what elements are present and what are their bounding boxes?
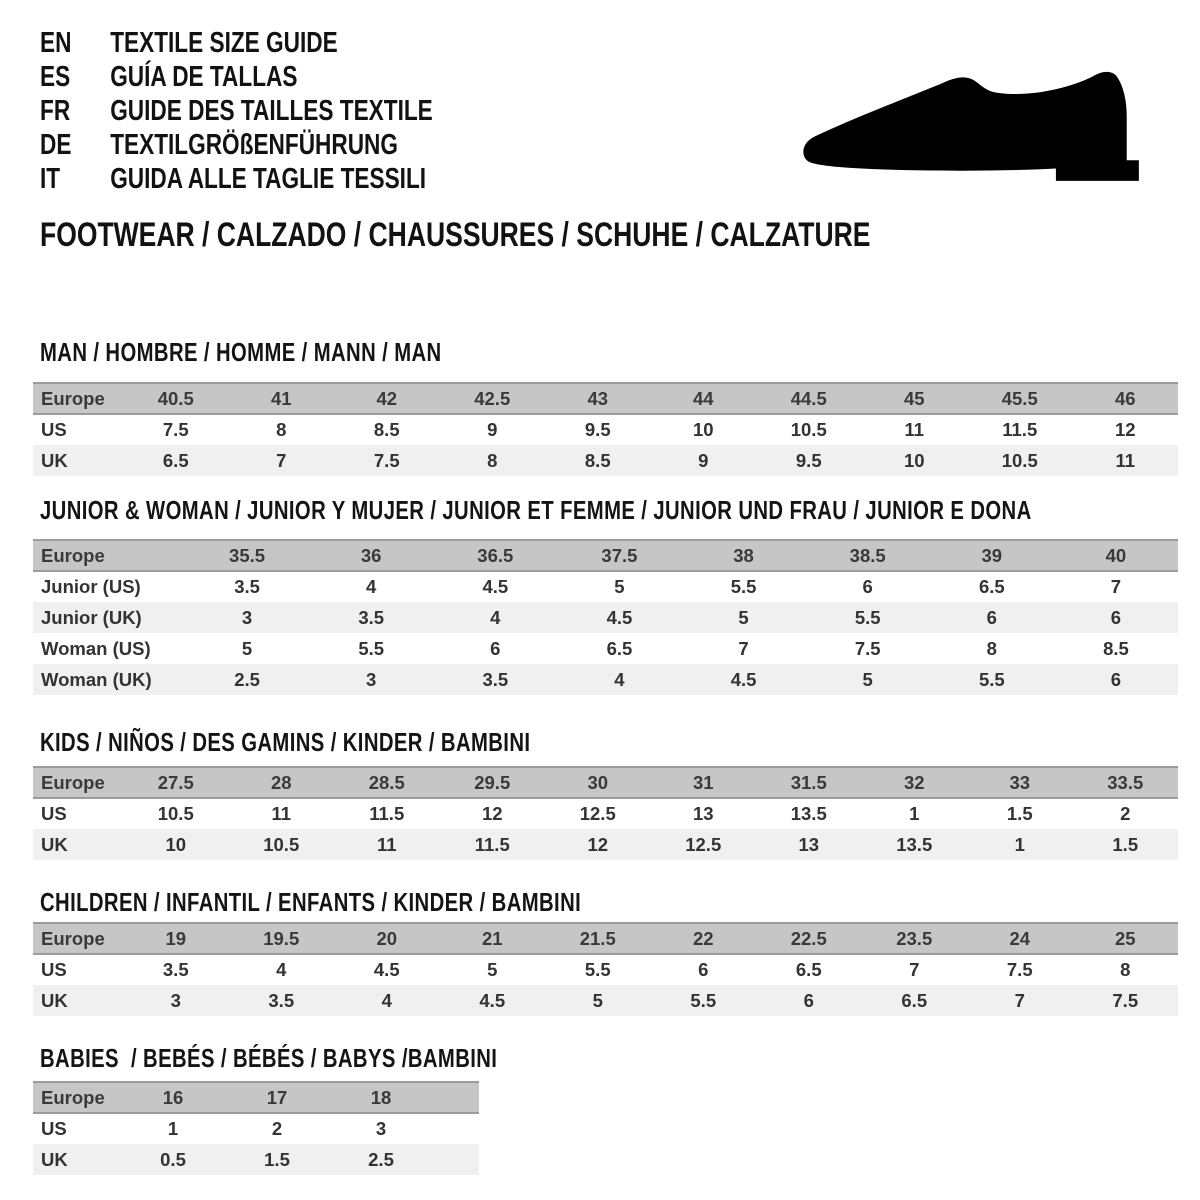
size-cell: 7.5 [1073, 985, 1179, 1016]
size-cell: 6.5 [756, 954, 862, 985]
size-cell: 42 [334, 383, 440, 414]
size-cell: 7 [682, 633, 806, 664]
size-cell: 35.5 [185, 540, 309, 571]
size-cell: 12 [545, 829, 651, 860]
language-label: TEXTILE SIZE GUIDE [110, 26, 338, 59]
size-cell: 13.5 [756, 798, 862, 829]
category-line: FOOTWEAR / CALZADO / CHAUSSURES / SCHUHE / CALZATURE [40, 216, 871, 254]
row-label: Woman (UK) [33, 664, 185, 695]
size-table-babies [33, 1081, 479, 1175]
size-cell: 23.5 [862, 923, 968, 954]
size-cell: 31 [651, 767, 757, 798]
size-table-junior-woman [33, 539, 1178, 695]
size-cell: 10.5 [967, 445, 1073, 476]
size-cell: 40.5 [123, 383, 229, 414]
size-cell: 1.5 [1073, 829, 1179, 860]
size-cell: 13.5 [862, 829, 968, 860]
size-cell: 27.5 [123, 767, 229, 798]
size-header-row [33, 540, 1178, 571]
language-row-fr [40, 94, 433, 128]
row-label: Europe [33, 1082, 121, 1113]
size-cell: 28.5 [334, 767, 440, 798]
size-cell: 3.5 [433, 664, 557, 695]
size-cell: 16 [121, 1082, 225, 1113]
size-row [33, 1113, 479, 1144]
size-cell: 11.5 [440, 829, 546, 860]
row-label: Europe [33, 383, 123, 414]
size-cell: 44 [651, 383, 757, 414]
size-cell: 8.5 [334, 414, 440, 445]
size-cell: 24 [967, 923, 1073, 954]
size-cell: 6.5 [557, 633, 681, 664]
size-cell: 46 [1073, 383, 1179, 414]
size-row [33, 445, 1178, 476]
size-header-row [33, 767, 1178, 798]
size-cell: 6.5 [123, 445, 229, 476]
language-label: GUÍA DE TALLAS [110, 60, 298, 93]
size-cell: 8.5 [1054, 633, 1178, 664]
row-label: Junior (UK) [33, 602, 185, 633]
size-cell: 4 [309, 571, 433, 602]
size-cell: 5 [806, 664, 930, 695]
size-cell: 7.5 [123, 414, 229, 445]
section-title-junior-woman: JUNIOR & WOMAN / JUNIOR Y MUJER / JUNIOR ET FEMME / JUNIOR UND FRAU / JUNIOR E DONA [40, 495, 1032, 525]
size-cell: 22 [651, 923, 757, 954]
row-label: UK [33, 1144, 121, 1175]
size-cell: 4.5 [440, 985, 546, 1016]
row-label: Junior (US) [33, 571, 185, 602]
language-code: FR [40, 94, 71, 127]
size-cell: 1 [862, 798, 968, 829]
size-cell: 7 [967, 985, 1073, 1016]
size-cell: 12.5 [545, 798, 651, 829]
size-cell: 42.5 [440, 383, 546, 414]
size-cell: 3 [309, 664, 433, 695]
size-cell: 11 [862, 414, 968, 445]
size-cell: 4.5 [682, 664, 806, 695]
size-cell: 6 [930, 602, 1054, 633]
size-table-kids [33, 766, 1178, 860]
size-cell: 4.5 [334, 954, 440, 985]
section-title-children: CHILDREN / INFANTIL / ENFANTS / KINDER / BAMBINI [40, 887, 582, 917]
dress-shoe-icon [798, 70, 1152, 188]
language-code: EN [40, 26, 72, 59]
size-cell: 11.5 [334, 798, 440, 829]
size-cell: 8 [930, 633, 1054, 664]
size-cell: 1 [121, 1113, 225, 1144]
size-row [33, 414, 1178, 445]
size-cell: 2.5 [185, 664, 309, 695]
size-cell: 4 [229, 954, 335, 985]
size-cell: 4.5 [557, 602, 681, 633]
row-label: Woman (US) [33, 633, 185, 664]
row-label: US [33, 414, 123, 445]
size-cell: 12 [440, 798, 546, 829]
size-cell: 39 [930, 540, 1054, 571]
size-cell: 4 [334, 985, 440, 1016]
size-cell: 5 [185, 633, 309, 664]
size-row [33, 602, 1178, 633]
section-title-kids: KIDS / NIÑOS / DES GAMINS / KINDER / BAMBINI [40, 727, 531, 757]
size-cell: 1.5 [967, 798, 1073, 829]
size-cell: 38 [682, 540, 806, 571]
size-cell: 7.5 [806, 633, 930, 664]
size-row [33, 633, 1178, 664]
filler-cell [433, 1144, 479, 1175]
section-title-babies: BABIES / BEBÉS / BÉBÉS / BABYS /BAMBINI [40, 1043, 498, 1073]
size-cell: 2 [225, 1113, 329, 1144]
language-code: DE [40, 128, 72, 161]
language-row-es [40, 60, 433, 94]
size-row [33, 829, 1178, 860]
size-row [33, 664, 1178, 695]
size-cell: 5.5 [930, 664, 1054, 695]
size-cell: 7 [229, 445, 335, 476]
size-cell: 12 [1073, 414, 1179, 445]
size-cell: 10 [862, 445, 968, 476]
size-cell: 45 [862, 383, 968, 414]
size-row [33, 954, 1178, 985]
size-header-row [33, 383, 1178, 414]
row-label: US [33, 954, 123, 985]
row-label: US [33, 1113, 121, 1144]
size-cell: 8.5 [545, 445, 651, 476]
size-cell: 17 [225, 1082, 329, 1113]
size-cell: 3 [329, 1113, 433, 1144]
size-cell: 4 [557, 664, 681, 695]
size-cell: 21 [440, 923, 546, 954]
size-cell: 11.5 [967, 414, 1073, 445]
size-row [33, 985, 1178, 1016]
language-code: ES [40, 60, 71, 93]
size-cell: 7.5 [967, 954, 1073, 985]
size-cell: 5.5 [651, 985, 757, 1016]
size-cell: 11 [229, 798, 335, 829]
size-cell: 22.5 [756, 923, 862, 954]
size-cell: 5 [545, 985, 651, 1016]
size-cell: 8 [440, 445, 546, 476]
size-cell: 18 [329, 1082, 433, 1113]
size-cell: 5.5 [682, 571, 806, 602]
size-cell: 13 [756, 829, 862, 860]
row-label: UK [33, 445, 123, 476]
row-label: Europe [33, 923, 123, 954]
size-cell: 2 [1073, 798, 1179, 829]
language-label: TEXTILGRÖßENFÜHRUNG [110, 128, 398, 161]
size-row [33, 571, 1178, 602]
size-cell: 6 [1054, 602, 1178, 633]
size-cell: 10.5 [229, 829, 335, 860]
size-cell: 7.5 [334, 445, 440, 476]
filler-cell [433, 1113, 479, 1144]
size-cell: 0.5 [121, 1144, 225, 1175]
size-cell: 40 [1054, 540, 1178, 571]
size-cell: 4.5 [433, 571, 557, 602]
size-cell: 9.5 [756, 445, 862, 476]
size-cell: 29.5 [440, 767, 546, 798]
size-cell: 5 [557, 571, 681, 602]
size-cell: 11 [1073, 445, 1179, 476]
size-cell: 6.5 [862, 985, 968, 1016]
size-cell: 7 [1054, 571, 1178, 602]
size-cell: 3.5 [123, 954, 229, 985]
size-cell: 1 [967, 829, 1073, 860]
size-cell: 7 [862, 954, 968, 985]
size-cell: 3.5 [309, 602, 433, 633]
section-title-man: MAN / HOMBRE / HOMME / MANN / MAN [40, 337, 442, 367]
language-code: IT [40, 162, 61, 195]
language-label: GUIDE DES TAILLES TEXTILE [110, 94, 433, 127]
size-cell: 10.5 [756, 414, 862, 445]
size-cell: 12.5 [651, 829, 757, 860]
size-cell: 9.5 [545, 414, 651, 445]
size-cell: 3 [185, 602, 309, 633]
size-cell: 13 [651, 798, 757, 829]
size-row [33, 798, 1178, 829]
size-cell: 9 [440, 414, 546, 445]
size-cell: 25 [1073, 923, 1179, 954]
row-label: Europe [33, 540, 185, 571]
row-label: UK [33, 985, 123, 1016]
size-cell: 37.5 [557, 540, 681, 571]
language-row-de [40, 128, 433, 162]
size-row [33, 1144, 479, 1175]
size-table-children [33, 922, 1178, 1016]
size-cell: 1.5 [225, 1144, 329, 1175]
size-cell: 33.5 [1073, 767, 1179, 798]
size-table-man [33, 382, 1178, 476]
size-cell: 31.5 [756, 767, 862, 798]
size-cell: 38.5 [806, 540, 930, 571]
size-cell: 10.5 [123, 798, 229, 829]
size-cell: 3.5 [229, 985, 335, 1016]
size-cell: 8 [1073, 954, 1179, 985]
size-cell: 9 [651, 445, 757, 476]
size-cell: 6 [806, 571, 930, 602]
size-cell: 5 [682, 602, 806, 633]
size-cell: 41 [229, 383, 335, 414]
size-cell: 6 [433, 633, 557, 664]
language-label: GUIDA ALLE TAGLIE TESSILI [110, 162, 427, 195]
size-cell: 33 [967, 767, 1073, 798]
size-cell: 5 [440, 954, 546, 985]
size-cell: 32 [862, 767, 968, 798]
size-cell: 3 [123, 985, 229, 1016]
size-cell: 10 [123, 829, 229, 860]
size-cell: 4 [433, 602, 557, 633]
size-cell: 6 [756, 985, 862, 1016]
size-cell: 6.5 [930, 571, 1054, 602]
row-label: UK [33, 829, 123, 860]
filler-cell [433, 1082, 479, 1113]
size-cell: 3.5 [185, 571, 309, 602]
size-cell: 5.5 [545, 954, 651, 985]
size-cell: 2.5 [329, 1144, 433, 1175]
size-cell: 28 [229, 767, 335, 798]
size-cell: 19.5 [229, 923, 335, 954]
size-cell: 45.5 [967, 383, 1073, 414]
size-cell: 6 [651, 954, 757, 985]
size-cell: 21.5 [545, 923, 651, 954]
size-cell: 36 [309, 540, 433, 571]
size-cell: 5.5 [806, 602, 930, 633]
language-row-it [40, 162, 433, 196]
size-header-row [33, 923, 1178, 954]
size-cell: 19 [123, 923, 229, 954]
size-cell: 43 [545, 383, 651, 414]
language-row-en [40, 26, 433, 60]
size-cell: 6 [1054, 664, 1178, 695]
size-cell: 11 [334, 829, 440, 860]
language-header [40, 26, 433, 196]
size-cell: 44.5 [756, 383, 862, 414]
size-cell: 30 [545, 767, 651, 798]
row-label: US [33, 798, 123, 829]
row-label: Europe [33, 767, 123, 798]
size-cell: 5.5 [309, 633, 433, 664]
size-cell: 36.5 [433, 540, 557, 571]
size-cell: 20 [334, 923, 440, 954]
size-cell: 8 [229, 414, 335, 445]
size-cell: 10 [651, 414, 757, 445]
size-header-row [33, 1082, 479, 1113]
